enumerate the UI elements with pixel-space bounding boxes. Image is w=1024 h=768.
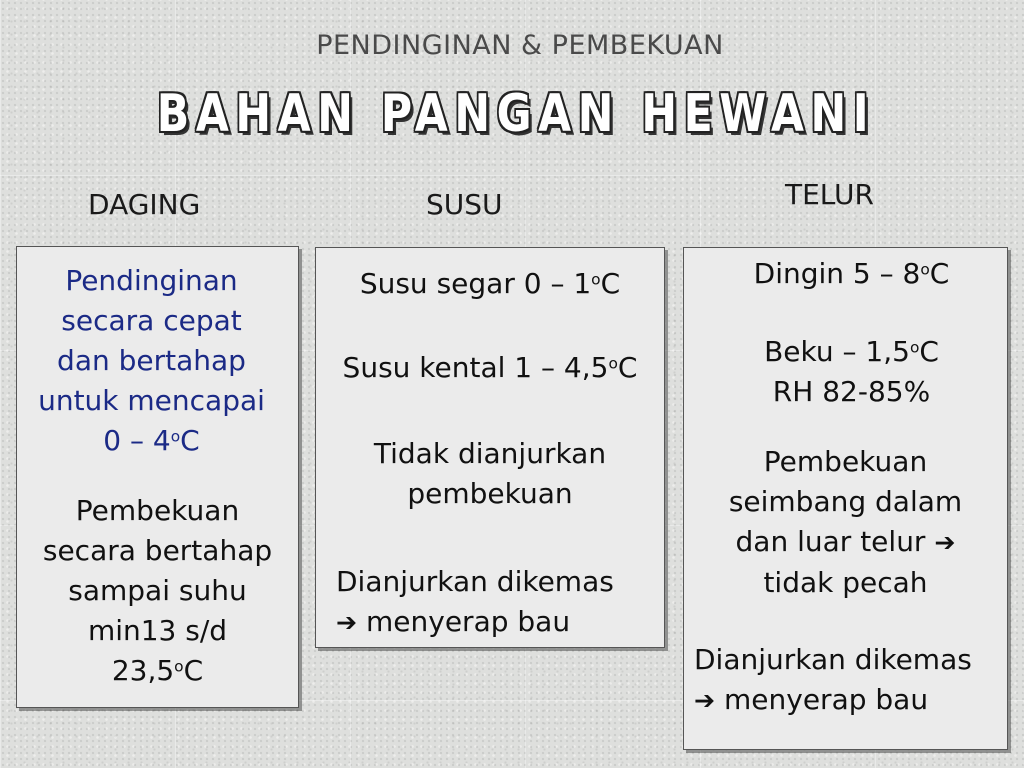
text-line: min13 s/d <box>87 614 228 647</box>
text-line: pembekuan <box>407 477 573 510</box>
text-line: Pembekuan <box>75 494 240 527</box>
card-daging <box>16 246 299 708</box>
heading-telur: TELUR <box>785 178 874 211</box>
susu-condensed-text: Susu kental 1 – 4,5$^o$C <box>342 351 638 384</box>
slide-subtitle: PENDINGINAN & PEMBEKUAN <box>316 30 724 61</box>
humidity-line: RH 82-85% <box>772 375 931 408</box>
temperature-line: 23,5$^o$C <box>111 654 204 687</box>
background-grid <box>0 175 1024 176</box>
text-line: Dianjurkan dikemas <box>694 643 972 676</box>
heading-susu: SUSU <box>426 188 503 221</box>
telur-frozen-text: Beku – 1,5$^o$C RH 82-85% <box>684 332 1019 412</box>
text-line: Pendinginan <box>65 264 238 297</box>
slide-title: BAHAN PANGAN HEWANI <box>156 84 876 144</box>
card-susu <box>315 247 665 648</box>
text-line: Dianjurkan dikemas <box>336 565 614 598</box>
arrow-right-icon: ➔ <box>934 528 956 557</box>
text-line: tidak pecah <box>763 566 928 599</box>
text-line: secara cepat <box>61 304 242 337</box>
text-line: secara bertahap <box>42 534 273 567</box>
telur-packaging-text: Dianjurkan dikemas ➔ menyerap bau <box>694 640 1006 721</box>
heading-daging: DAGING <box>88 188 201 221</box>
text-line: Pembekuan <box>763 445 928 478</box>
text-line: untuk mencapai <box>38 384 265 417</box>
susu-fresh-text: Susu segar 0 – 1$^o$C <box>359 267 621 300</box>
card-telur <box>683 247 1008 750</box>
daging-cooling-text <box>17 261 286 461</box>
arrow-right-icon: ➔ <box>336 608 358 637</box>
daging-freezing-text <box>17 491 298 691</box>
text-line: seimbang dalam <box>728 485 963 518</box>
text-line: dan bertahap <box>57 344 246 377</box>
susu-packaging-text: Dianjurkan dikemas ➔ menyerap bau <box>336 562 656 643</box>
background-grid <box>0 0 1 768</box>
text-line: Tidak dianjurkan <box>373 437 607 470</box>
telur-freezing-text: Pembekuan seimbang dalam dan luar telur ➔ tidak pecah <box>684 442 1007 603</box>
arrow-right-icon: ➔ <box>694 686 716 715</box>
susu-freezing-text <box>316 434 664 514</box>
temperature-line: 0 – 4$^o$C <box>103 424 200 457</box>
telur-cold-text: Dingin 5 – 8$^o$C <box>753 257 950 290</box>
text-line: sampai suhu <box>68 574 247 607</box>
